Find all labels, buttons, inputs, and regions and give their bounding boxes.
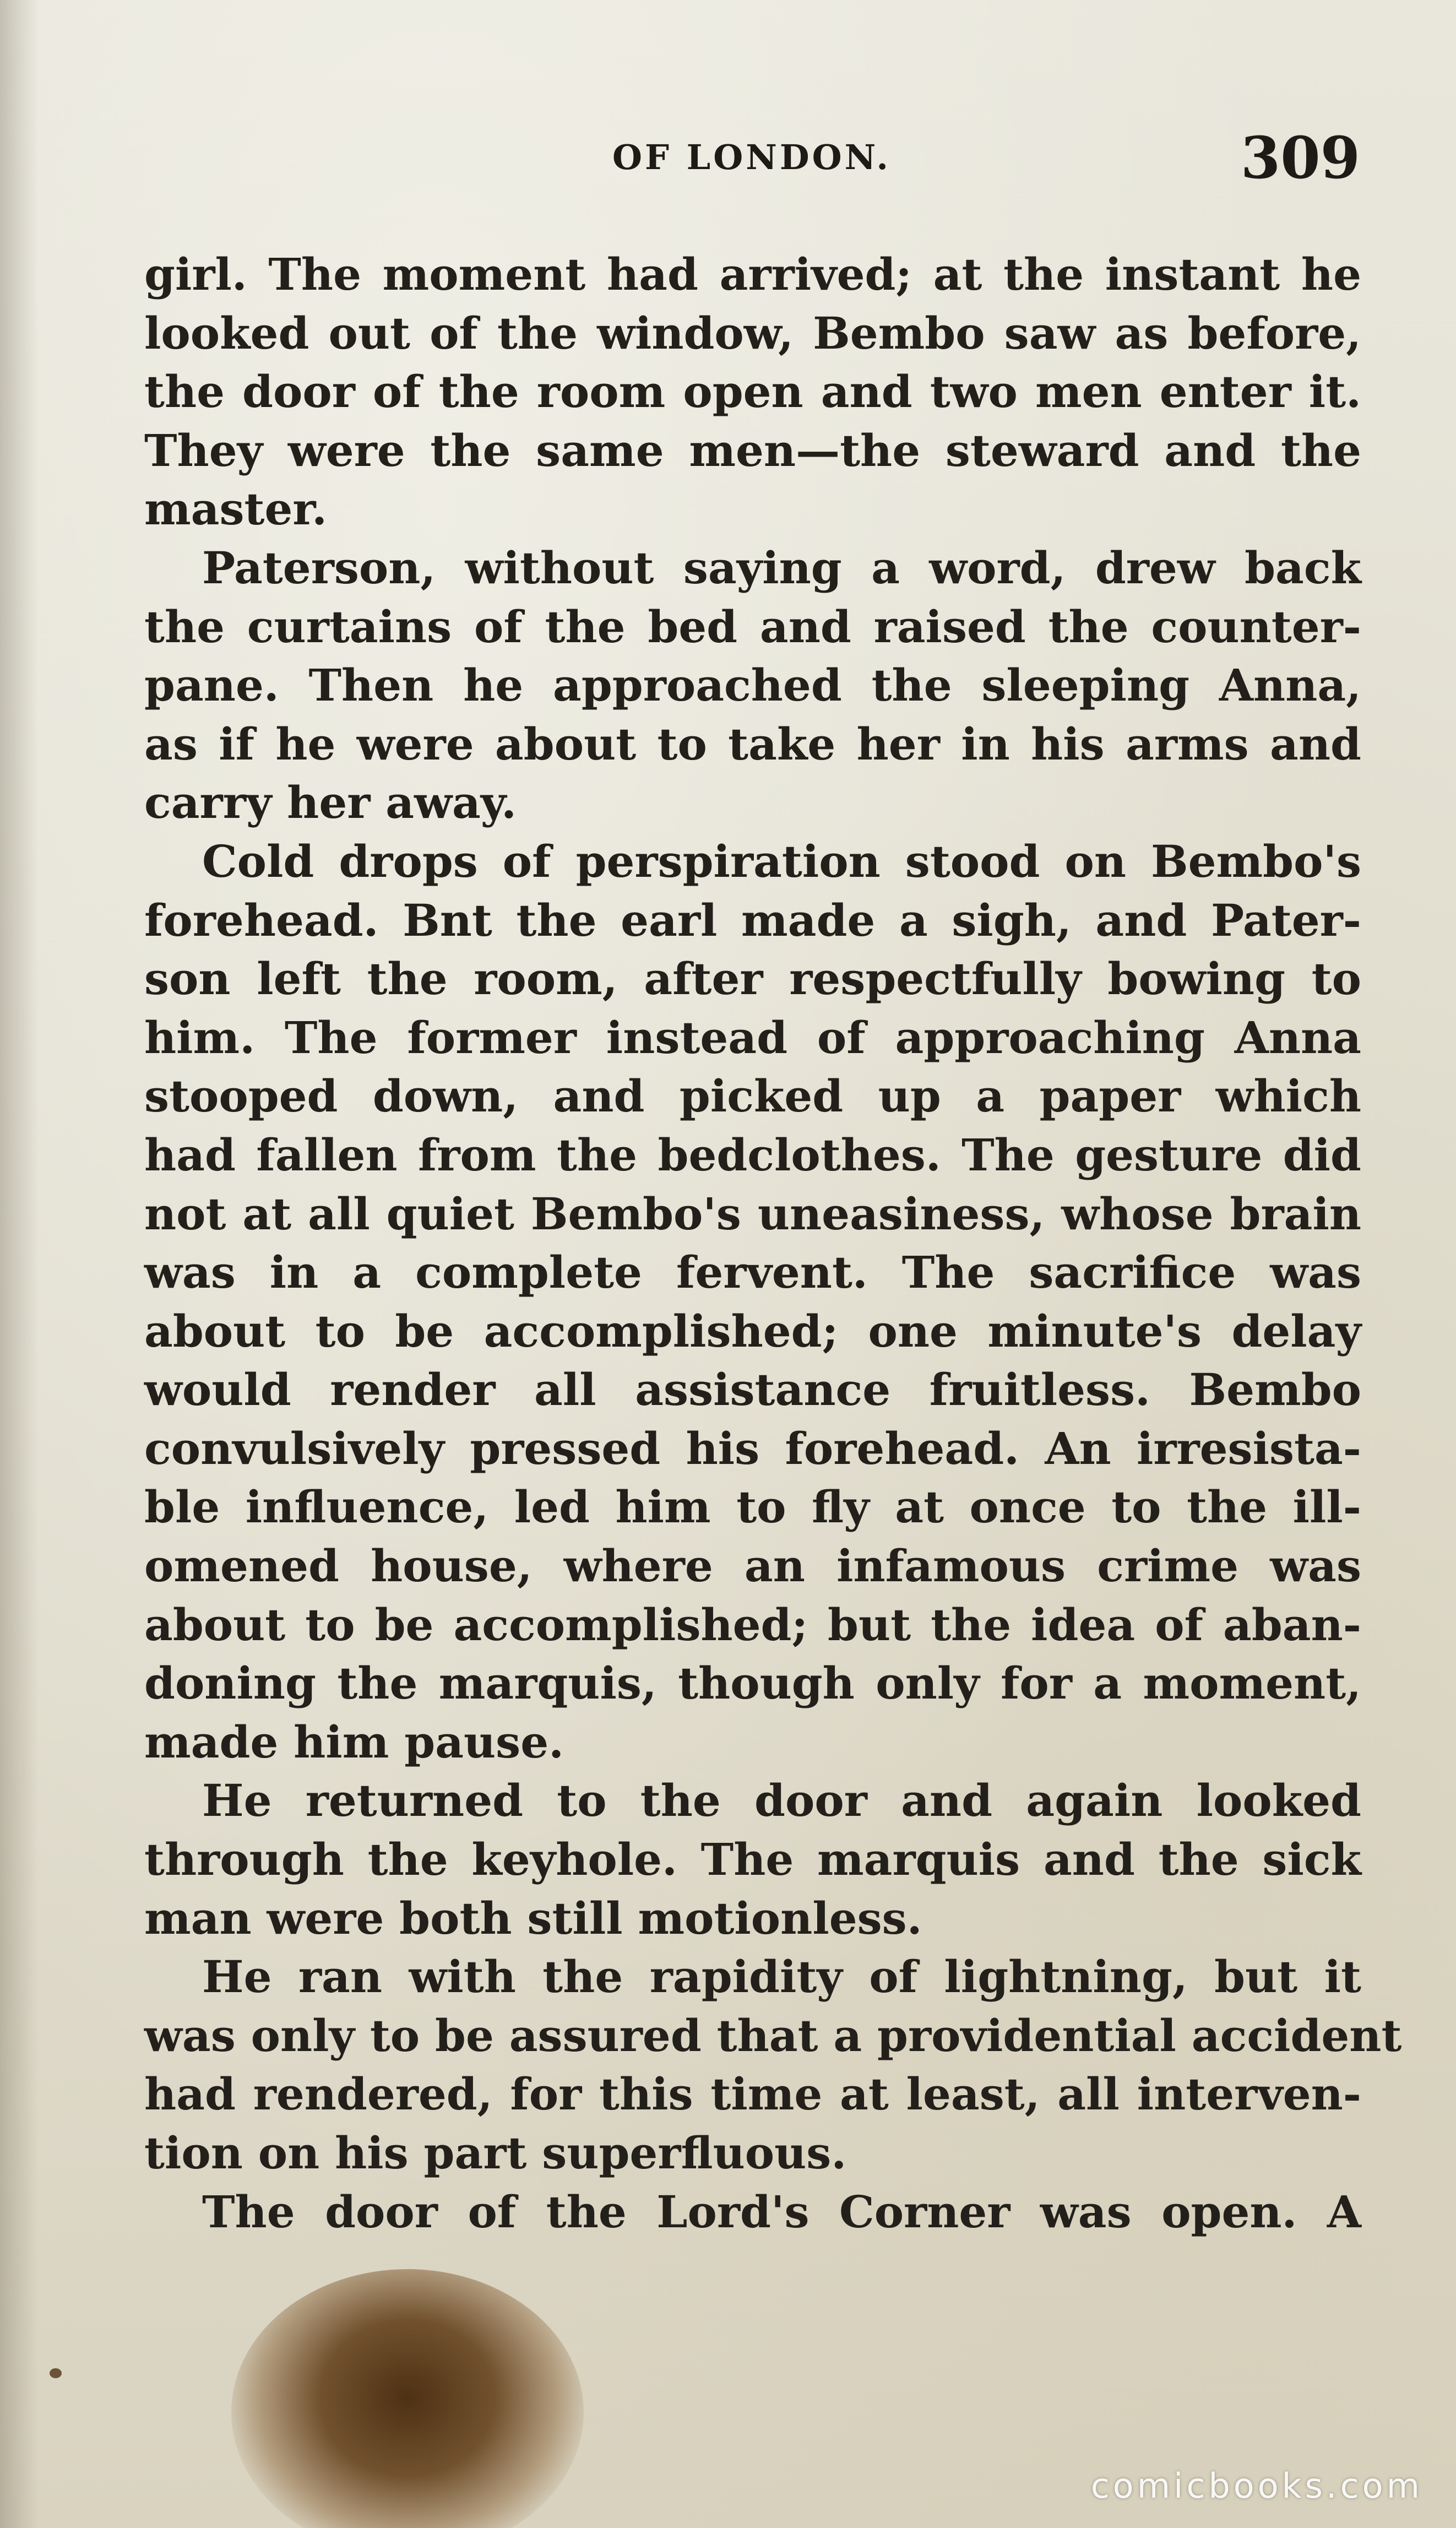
text-line: had fallen from the bedclothes. The gesture did [144, 1129, 1361, 1181]
page-header [143, 124, 1360, 201]
text-line: him. The former instead of approaching Anna [144, 1011, 1361, 1064]
text-line: They were the same men—the steward and the [144, 424, 1361, 476]
text-line: Cold drops of perspiration stood on Bembo's [202, 835, 1361, 887]
text-line: He ran with the rapidity of lightning, but it [202, 1951, 1361, 2003]
text-line: son left the room, after respectfully bowing to [144, 953, 1361, 1005]
text-line: was in a complete fervent. The sacrifice was [144, 1246, 1361, 1299]
text-line: about to be accomplished; one minute's delay [144, 1305, 1361, 1357]
text-line: carry her away. [144, 777, 517, 829]
body-text [144, 245, 1402, 2241]
text-line: not at all quiet Bembo's uneasiness, whose brain [144, 1187, 1361, 1240]
text-line: doning the marquis, though only for a moment, [144, 1657, 1361, 1710]
text-line: pane. Then he approached the sleeping Anna, [144, 659, 1361, 712]
text-line: looked out of the window, Bembo saw as before, [144, 307, 1361, 359]
text-line: had rendered, for this time at least, all interven- [144, 2068, 1361, 2120]
text-line: about to be accomplished; but the idea of aban- [144, 1598, 1361, 1651]
text-line: would render all assistance fruitless. Bembo [144, 1364, 1361, 1416]
text-line: ble influence, led him to fly at once to the ill- [144, 1481, 1361, 1533]
text-line: master. [144, 483, 328, 535]
page-number: 309 [1240, 124, 1360, 192]
text-line: The door of the Lord's Corner was open. A [202, 2185, 1361, 2238]
text-line: was only to be assured that a providential accident [144, 2009, 1402, 2062]
ink-stain [231, 2269, 584, 2528]
text-line: omened house, where an infamous crime was [144, 1540, 1361, 1592]
text-line: convulsively pressed his forehead. An irresista- [144, 1422, 1361, 1474]
text-line: girl. The moment had arrived; at the instant he [144, 248, 1361, 300]
text-line: the door of the room open and two men enter it. [144, 366, 1361, 418]
text-line: Paterson, without saying a word, drew back [202, 541, 1361, 594]
text-line: as if he were about to take her in his arms and [144, 718, 1361, 770]
text-line: man were both still motionless. [144, 1892, 922, 1944]
ink-speck [50, 2368, 62, 2378]
text-line: the curtains of the bed and raised the counter- [144, 600, 1361, 653]
text-line: tion on his part superfluous. [144, 2127, 847, 2179]
watermark: comicbooks.com [1090, 2466, 1423, 2506]
text-line: made him pause. [144, 1716, 564, 1768]
text-line: He returned to the door and again looked [202, 1775, 1361, 1827]
page-edge-shadow [0, 0, 39, 2528]
text-line: through the keyhole. The marquis and the sick [144, 1833, 1361, 1886]
text-line: stooped down, and picked up a paper which [144, 1070, 1361, 1122]
running-head: OF LONDON. [612, 137, 891, 177]
text-line: forehead. Bnt the earl made a sigh, and Pater- [144, 894, 1361, 946]
